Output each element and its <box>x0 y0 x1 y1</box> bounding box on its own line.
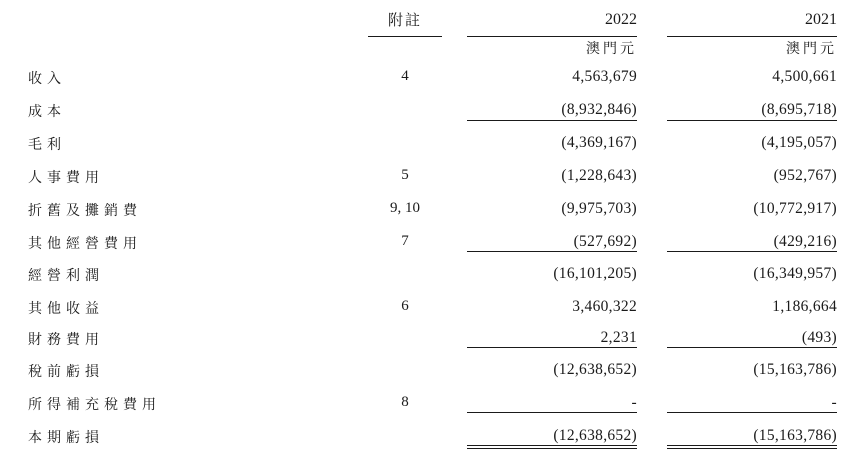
statement-row <box>0 200 865 224</box>
subtotal-rule-current <box>467 251 637 252</box>
row-value-current: 3,460,322 <box>572 298 637 315</box>
subtotal-rule-prior <box>667 251 837 252</box>
row-label: 財務費用 <box>28 332 104 348</box>
subtotal-rule-current <box>467 412 637 413</box>
row-value-prior: (429,216) <box>773 233 837 250</box>
statement-row <box>0 329 865 353</box>
total-double-rule-current <box>467 445 637 446</box>
statement-row <box>0 265 865 289</box>
row-note: 8 <box>401 394 409 410</box>
row-value-prior: (952,767) <box>773 167 837 184</box>
year-prior-header: 2021 <box>805 11 837 28</box>
row-label: 折舊及攤銷費 <box>28 203 142 219</box>
row-label: 成本 <box>28 104 66 120</box>
row-value-prior: (16,349,957) <box>753 265 837 282</box>
total-double-rule-prior <box>667 445 837 446</box>
row-value-current: (12,638,652) <box>553 361 637 378</box>
statement-row <box>0 361 865 385</box>
row-value-current: (4,369,167) <box>561 134 637 151</box>
row-label: 收入 <box>28 71 66 87</box>
row-note: 5 <box>401 167 409 183</box>
subtotal-rule-prior <box>667 412 837 413</box>
row-note: 9, 10 <box>390 200 420 216</box>
statement-row <box>0 298 865 322</box>
total-double-rule-current <box>467 448 637 449</box>
row-value-prior: (493) <box>801 329 837 346</box>
row-value-current: 2,231 <box>600 329 637 346</box>
row-value-current: - <box>631 394 637 411</box>
row-label: 經營利潤 <box>28 268 104 284</box>
row-value-current: (16,101,205) <box>553 265 637 282</box>
current-header-rule <box>467 36 637 37</box>
note-header-rule <box>368 36 442 37</box>
row-label: 其他經營費用 <box>28 236 142 252</box>
row-note: 4 <box>401 68 409 84</box>
statement-row <box>0 101 865 125</box>
prior-header-rule <box>667 36 837 37</box>
row-value-current: (8,932,846) <box>561 101 637 118</box>
statement-row <box>0 233 865 257</box>
subtotal-rule-current <box>467 347 637 348</box>
row-value-current: (1,228,643) <box>561 167 637 184</box>
statement-row <box>0 167 865 191</box>
row-label: 所得補充稅費用 <box>28 397 161 413</box>
row-value-current: (527,692) <box>573 233 637 250</box>
statement-row <box>0 68 865 92</box>
row-value-prior: (8,695,718) <box>761 101 837 118</box>
row-label: 人事費用 <box>28 170 104 186</box>
row-label: 本期虧損 <box>28 430 104 446</box>
row-note: 7 <box>401 233 409 249</box>
row-value-current: (9,975,703) <box>561 200 637 217</box>
row-label: 其他收益 <box>28 301 104 317</box>
note-column-header: 附註 <box>387 11 422 29</box>
statement-row <box>0 134 865 158</box>
total-double-rule-prior <box>667 448 837 449</box>
row-label: 稅前虧損 <box>28 364 104 380</box>
subtotal-rule-prior <box>667 120 837 121</box>
statement-row <box>0 394 865 418</box>
row-value-current: (12,638,652) <box>553 427 637 444</box>
row-value-prior: - <box>831 394 837 411</box>
row-value-prior: (4,195,057) <box>761 134 837 151</box>
unit-prior: 澳門元 <box>786 41 837 57</box>
subtotal-rule-prior <box>667 347 837 348</box>
row-value-prior: (15,163,786) <box>753 361 837 378</box>
row-value-prior: 4,500,661 <box>772 68 837 85</box>
row-value-prior: (10,772,917) <box>753 200 837 217</box>
row-value-prior: (15,163,786) <box>753 427 837 444</box>
subtotal-rule-current <box>467 120 637 121</box>
year-current-header: 2022 <box>605 11 637 28</box>
row-label: 毛利 <box>28 137 66 153</box>
unit-current: 澳門元 <box>586 41 637 57</box>
row-value-prior: 1,186,664 <box>772 298 837 315</box>
row-note: 6 <box>401 298 409 314</box>
row-value-current: 4,563,679 <box>572 68 637 85</box>
